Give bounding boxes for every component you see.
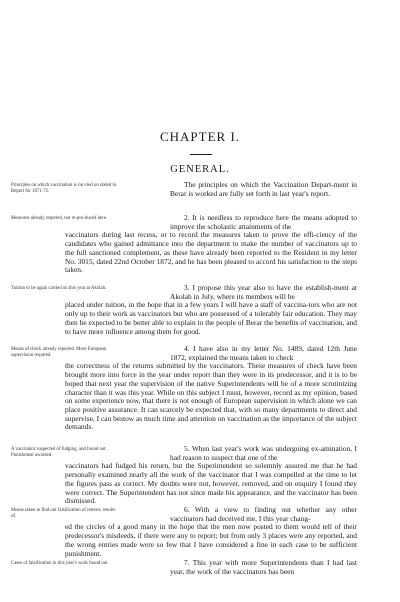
- margin-note: A vaccinator suspected of fudging, and found out. Punishment awarded.: [11, 447, 107, 459]
- paragraph-7: [11, 558, 357, 576]
- paragraph-body: vaccinators had fudged his return, but the Superintendent so solemnly assured me that he had personally examined nearly all the work of the vaccinator that I was compelled at the time to let the figures pass as correct. My doubts were not, however, removed, and on enquiry I found they were correct. The Superintendent has not since made his appearance, and the vaccinator has been dismissed.: [65, 461, 357, 506]
- paragraph-4: [11, 344, 357, 432]
- paragraph-2: [11, 213, 357, 275]
- paragraph-5: [11, 444, 357, 506]
- section-heading: GENERAL.: [170, 164, 230, 175]
- margin-note: Measures already reported, not re-pro-duced here.: [11, 216, 108, 221]
- paragraph-body: placed under tuition, in the hope that in a few years I will have a staff of vaccina-tors who are not only up to their work as vaccinators but who are possessed of a tolerably fair education. They may then be expected to be better able to explain to the people of Berar the benefits of vaccination, and to have more influence among them for good.: [65, 300, 357, 336]
- paragraph-1: [11, 180, 357, 198]
- paragraph-lead: 6. With a view to finding out whether any other vaccinators had deceived me, I this year chang-: [170, 505, 357, 523]
- paragraph-lead: 3. I propose this year also to have the establish-ment at Akolah in July, where its members will be: [170, 283, 357, 301]
- paragraph-lead: 7. This year with more Superintendents than I had last year, the work of the vaccinators has been: [170, 558, 357, 576]
- paragraph-6: [11, 505, 357, 558]
- title-rule: [190, 154, 212, 155]
- margin-note: Tuition to be again carried on this year at Akolah.: [11, 286, 107, 291]
- paragraph-body: ed the circles of a good many in the hope that the men now posted to them would tell of their predecessor's misdeeds, if there were any to report; but from only 3 places were any reported, and the wrong entries made were so few that I have considered a fine in each case to be sufficient punishment.: [65, 522, 357, 558]
- margin-note: Means taken to find out falsification of returns, results of.: [11, 508, 116, 520]
- margin-note: Cases of falsification in this year's work found out.: [11, 561, 109, 566]
- margin-note: Principles on which vaccination is car-ried on stated in Report for 1871-72.: [11, 183, 117, 195]
- chapter-title: CHAPTER I.: [159, 129, 241, 144]
- paragraph-lead: 5. When last year's work was undergoing ex-amination, I had reason to suspect that one of the: [170, 444, 357, 462]
- paragraph-lead: 2. It is needless to reproduce here the means adopted to improve the scholastic attainments of the: [170, 213, 357, 231]
- paragraph-lead: The principles on which the Vaccination Depart-ment in Berar is worked are fully set forth in last year's report.: [170, 180, 357, 198]
- paragraph-3: [11, 283, 357, 336]
- paragraph-body: vaccinators during last recess, or to record the measures taken to prove the effi-ciency of the candidates who gained admittance into the department to make the number of vaccinators up to the full sanctioned complement, as these have already been reported to the Resident in my letter No. 3015, dated 22nd October 1872, and he has been pleased to accord his satisfaction to the steps taken.: [65, 230, 357, 275]
- paragraph-body: the correctness of the returns submitted by the vaccinators. These measures of check have been brought more into force in the year under report than they were in its predecessor, and it is to be hoped that next year the supervision of the native Superintendents will be of a more scrutinizing character than it was this year. While on this subject I must, however, record as my opinion, based on some experience now, that there is not enough of European supervision in which alone we can place positive assurance. It can scarcely be expected that, with so many departments to direct and supervise, I can bestow as much time and attention on vaccination as the importance of the subject demands.: [65, 361, 357, 432]
- margin-note: Means of check already reported. More European supervision required.: [11, 347, 107, 359]
- paragraph-lead: 4. I have also in my letter No. 1489, dated 12th June 1872, explained the means taken to check: [170, 344, 357, 362]
